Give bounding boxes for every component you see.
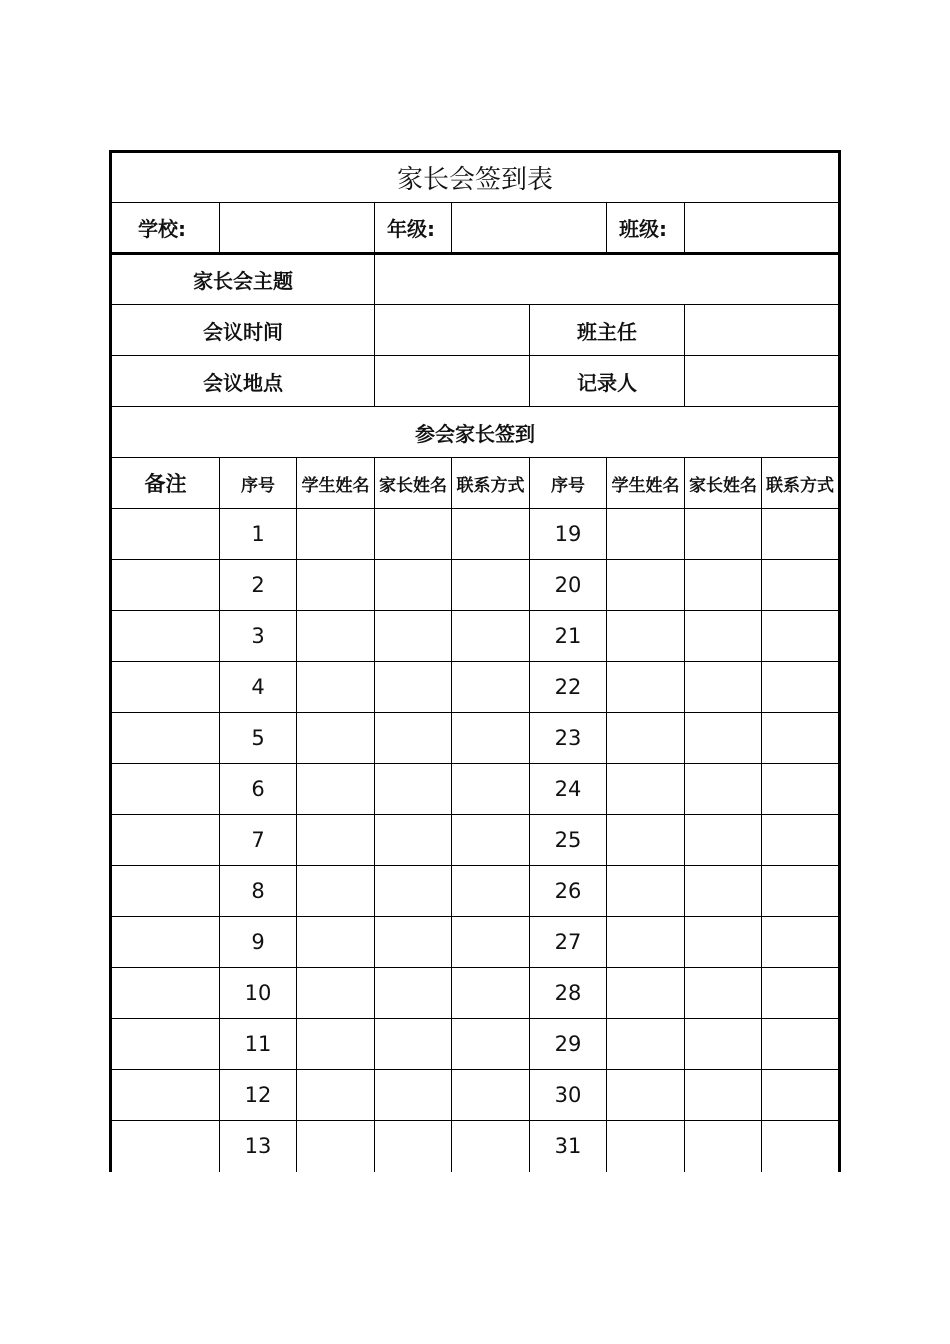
theme-field[interactable] bbox=[375, 254, 840, 305]
contact-cell[interactable] bbox=[762, 815, 840, 866]
row-number-left: 3 bbox=[220, 611, 297, 662]
row-number-left: 9 bbox=[220, 917, 297, 968]
student-name-cell[interactable] bbox=[607, 815, 685, 866]
student-name-cell[interactable] bbox=[607, 866, 685, 917]
parent-name-cell[interactable] bbox=[375, 509, 452, 560]
row-number-right: 27 bbox=[530, 917, 607, 968]
contact-cell[interactable] bbox=[452, 815, 530, 866]
row-number-right: 21 bbox=[530, 611, 607, 662]
contact-cell[interactable] bbox=[452, 1070, 530, 1121]
remark-cell[interactable] bbox=[111, 1019, 220, 1070]
parent-name-cell[interactable] bbox=[375, 866, 452, 917]
remark-cell[interactable] bbox=[111, 662, 220, 713]
parent-name-cell[interactable] bbox=[685, 662, 762, 713]
student-name-cell[interactable] bbox=[297, 968, 375, 1019]
row-number-right: 23 bbox=[530, 713, 607, 764]
parent-name-cell[interactable] bbox=[375, 1019, 452, 1070]
contact-cell[interactable] bbox=[762, 866, 840, 917]
theme-row bbox=[111, 254, 840, 305]
contact-cell[interactable] bbox=[452, 611, 530, 662]
student-name-cell[interactable] bbox=[297, 560, 375, 611]
student-name-cell[interactable] bbox=[297, 815, 375, 866]
parent-name-header-right: 家长姓名 bbox=[685, 458, 762, 509]
contact-cell[interactable] bbox=[762, 662, 840, 713]
remark-cell[interactable] bbox=[111, 815, 220, 866]
student-name-cell[interactable] bbox=[607, 1070, 685, 1121]
student-name-cell[interactable] bbox=[297, 611, 375, 662]
contact-cell[interactable] bbox=[762, 713, 840, 764]
remark-cell[interactable] bbox=[111, 611, 220, 662]
parent-name-cell[interactable] bbox=[375, 815, 452, 866]
info-row bbox=[111, 203, 840, 254]
contact-cell[interactable] bbox=[452, 917, 530, 968]
parent-name-cell[interactable] bbox=[685, 815, 762, 866]
student-name-cell[interactable] bbox=[297, 764, 375, 815]
time-label: 会议时间 bbox=[111, 305, 375, 356]
table-row bbox=[111, 611, 840, 662]
row-number-left: 8 bbox=[220, 866, 297, 917]
theme-label: 家长会主题 bbox=[111, 254, 375, 305]
student-name-cell[interactable] bbox=[607, 764, 685, 815]
student-name-cell[interactable] bbox=[607, 917, 685, 968]
section-title-row bbox=[111, 407, 840, 458]
table-row bbox=[111, 1019, 840, 1070]
parent-name-cell[interactable] bbox=[685, 1070, 762, 1121]
teacher-label: 班主任 bbox=[530, 305, 685, 356]
row-number-left: 10 bbox=[220, 968, 297, 1019]
row-number-right: 31 bbox=[530, 1121, 607, 1172]
student-name-cell[interactable] bbox=[297, 866, 375, 917]
parent-name-cell[interactable] bbox=[685, 764, 762, 815]
contact-cell[interactable] bbox=[762, 917, 840, 968]
parent-name-cell[interactable] bbox=[375, 1070, 452, 1121]
parent-name-cell[interactable] bbox=[685, 866, 762, 917]
student-name-header-right: 学生姓名 bbox=[607, 458, 685, 509]
row-number-right: 22 bbox=[530, 662, 607, 713]
place-row bbox=[111, 356, 840, 407]
parent-name-cell[interactable] bbox=[685, 1121, 762, 1172]
grade-field[interactable] bbox=[452, 203, 607, 254]
student-name-cell[interactable] bbox=[607, 560, 685, 611]
contact-cell[interactable] bbox=[452, 713, 530, 764]
remark-cell[interactable] bbox=[111, 917, 220, 968]
table-row bbox=[111, 713, 840, 764]
contact-header-left: 联系方式 bbox=[452, 458, 530, 509]
recorder-field[interactable] bbox=[685, 356, 840, 407]
row-number-left: 2 bbox=[220, 560, 297, 611]
contact-cell[interactable] bbox=[452, 968, 530, 1019]
contact-cell[interactable] bbox=[762, 1019, 840, 1070]
contact-cell[interactable] bbox=[452, 866, 530, 917]
table-row bbox=[111, 1121, 840, 1172]
student-name-cell[interactable] bbox=[297, 713, 375, 764]
time-row bbox=[111, 305, 840, 356]
student-name-header-left: 学生姓名 bbox=[297, 458, 375, 509]
parent-name-cell[interactable] bbox=[375, 662, 452, 713]
table-row bbox=[111, 866, 840, 917]
remark-cell[interactable] bbox=[111, 866, 220, 917]
student-name-cell[interactable] bbox=[297, 1121, 375, 1172]
table-row bbox=[111, 764, 840, 815]
student-name-cell[interactable] bbox=[607, 509, 685, 560]
row-number-left: 12 bbox=[220, 1070, 297, 1121]
student-name-cell[interactable] bbox=[297, 1070, 375, 1121]
table-row bbox=[111, 917, 840, 968]
parent-name-cell[interactable] bbox=[375, 611, 452, 662]
student-name-cell[interactable] bbox=[607, 1019, 685, 1070]
time-field[interactable] bbox=[375, 305, 530, 356]
remark-cell[interactable] bbox=[111, 1070, 220, 1121]
row-number-right: 28 bbox=[530, 968, 607, 1019]
student-name-cell[interactable] bbox=[607, 662, 685, 713]
parent-name-cell[interactable] bbox=[685, 560, 762, 611]
contact-cell[interactable] bbox=[762, 764, 840, 815]
class-label: 班级: bbox=[607, 203, 685, 254]
row-number-left: 11 bbox=[220, 1019, 297, 1070]
parent-name-cell[interactable] bbox=[685, 611, 762, 662]
row-number-left: 5 bbox=[220, 713, 297, 764]
student-name-cell[interactable] bbox=[607, 713, 685, 764]
parent-name-cell[interactable] bbox=[685, 1019, 762, 1070]
no-header-left: 序号 bbox=[220, 458, 297, 509]
row-number-left: 13 bbox=[220, 1121, 297, 1172]
grade-label: 年级: bbox=[375, 203, 452, 254]
contact-cell[interactable] bbox=[452, 560, 530, 611]
student-name-cell[interactable] bbox=[297, 662, 375, 713]
remark-header: 备注 bbox=[111, 458, 220, 509]
remark-cell[interactable] bbox=[111, 1121, 220, 1172]
class-field[interactable] bbox=[685, 203, 840, 254]
student-name-cell[interactable] bbox=[607, 1121, 685, 1172]
table-row bbox=[111, 815, 840, 866]
contact-cell[interactable] bbox=[762, 611, 840, 662]
row-number-left: 7 bbox=[220, 815, 297, 866]
title-row bbox=[111, 152, 840, 203]
row-number-left: 4 bbox=[220, 662, 297, 713]
student-name-cell[interactable] bbox=[297, 509, 375, 560]
student-name-cell[interactable] bbox=[297, 1019, 375, 1070]
place-label: 会议地点 bbox=[111, 356, 375, 407]
recorder-label: 记录人 bbox=[530, 356, 685, 407]
place-field[interactable] bbox=[375, 356, 530, 407]
row-number-right: 29 bbox=[530, 1019, 607, 1070]
parent-name-cell[interactable] bbox=[685, 968, 762, 1019]
contact-cell[interactable] bbox=[452, 1121, 530, 1172]
row-number-right: 26 bbox=[530, 866, 607, 917]
parent-name-cell[interactable] bbox=[375, 1121, 452, 1172]
parent-name-cell[interactable] bbox=[685, 917, 762, 968]
row-number-right: 25 bbox=[530, 815, 607, 866]
table-row bbox=[111, 509, 840, 560]
school-field[interactable] bbox=[220, 203, 375, 254]
parent-name-cell[interactable] bbox=[375, 713, 452, 764]
row-number-right: 30 bbox=[530, 1070, 607, 1121]
remark-cell[interactable] bbox=[111, 560, 220, 611]
contact-cell[interactable] bbox=[762, 968, 840, 1019]
sign-in-sheet bbox=[109, 150, 841, 1172]
contact-cell[interactable] bbox=[452, 1019, 530, 1070]
remark-cell[interactable] bbox=[111, 764, 220, 815]
parent-name-cell[interactable] bbox=[685, 509, 762, 560]
table-row bbox=[111, 968, 840, 1019]
remark-cell[interactable] bbox=[111, 968, 220, 1019]
no-header-right: 序号 bbox=[530, 458, 607, 509]
contact-cell[interactable] bbox=[762, 509, 840, 560]
row-number-right: 20 bbox=[530, 560, 607, 611]
parent-name-header-left: 家长姓名 bbox=[375, 458, 452, 509]
parent-name-cell[interactable] bbox=[375, 968, 452, 1019]
sheet-title: 家长会签到表 bbox=[111, 152, 840, 203]
teacher-field[interactable] bbox=[685, 305, 840, 356]
contact-cell[interactable] bbox=[762, 560, 840, 611]
student-name-cell[interactable] bbox=[297, 917, 375, 968]
student-name-cell[interactable] bbox=[607, 611, 685, 662]
column-header-row bbox=[111, 458, 840, 509]
section-title: 参会家长签到 bbox=[111, 407, 840, 458]
parent-name-cell[interactable] bbox=[375, 560, 452, 611]
student-name-cell[interactable] bbox=[607, 968, 685, 1019]
parent-name-cell[interactable] bbox=[375, 917, 452, 968]
row-number-left: 1 bbox=[220, 509, 297, 560]
table-row bbox=[111, 560, 840, 611]
remark-cell[interactable] bbox=[111, 713, 220, 764]
school-label: 学校: bbox=[111, 203, 220, 254]
row-number-right: 19 bbox=[530, 509, 607, 560]
contact-cell[interactable] bbox=[762, 1070, 840, 1121]
contact-header-right: 联系方式 bbox=[762, 458, 840, 509]
row-number-left: 6 bbox=[220, 764, 297, 815]
parent-name-cell[interactable] bbox=[685, 713, 762, 764]
row-number-right: 24 bbox=[530, 764, 607, 815]
contact-cell[interactable] bbox=[452, 764, 530, 815]
contact-cell[interactable] bbox=[452, 509, 530, 560]
remark-cell[interactable] bbox=[111, 509, 220, 560]
parent-name-cell[interactable] bbox=[375, 764, 452, 815]
contact-cell[interactable] bbox=[762, 1121, 840, 1172]
contact-cell[interactable] bbox=[452, 662, 530, 713]
table-row bbox=[111, 662, 840, 713]
table-row bbox=[111, 1070, 840, 1121]
